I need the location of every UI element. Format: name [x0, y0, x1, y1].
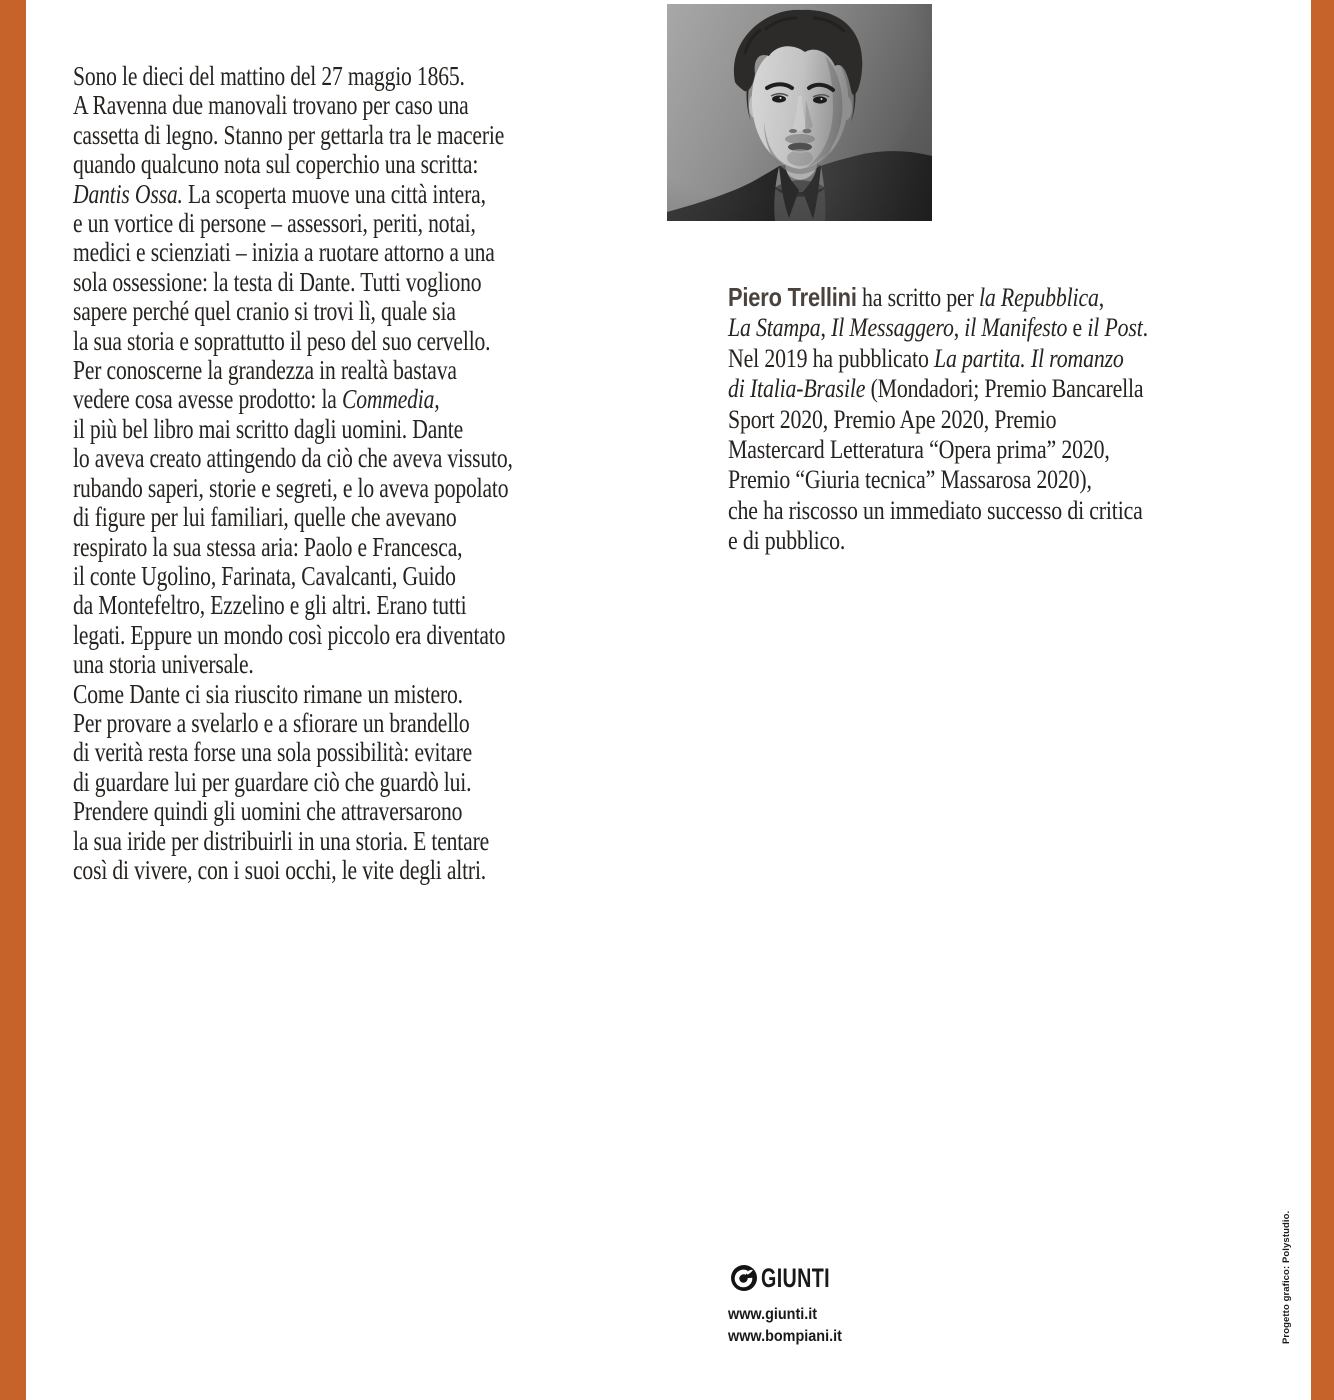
- text-line: Sport 2020, Premio Ape 2020, Premio: [728, 404, 1057, 434]
- right-orange-strip: [1311, 0, 1334, 1400]
- author-bio-text: [728, 282, 1228, 557]
- text-line: Come Dante ci sia riuscito rimane un mistero.: [73, 678, 463, 709]
- text-line: di guardare lui per guardare ciò che guardò lui.: [73, 766, 472, 797]
- text-line: A Ravenna due manovali trovano per caso una: [73, 90, 469, 121]
- text-line: il più bel libro mai scritto dagli uomini. Dante: [73, 413, 464, 444]
- text-line: lo aveva creato attingendo da ciò che aveva vissuto,: [73, 443, 513, 474]
- left-orange-strip: [0, 0, 26, 1400]
- text-line: sapere perché quel cranio si trovi lì, quale sia: [73, 296, 456, 327]
- text-line: Mastercard Letteratura “Opera prima” 2020,: [728, 435, 1110, 465]
- design-credit-vertical-text: Progetto grafico: Polystudio.: [1281, 1210, 1292, 1344]
- text-line: il conte Ugolino, Farinata, Cavalcanti, Guido: [73, 560, 456, 591]
- text-line: respirato la sua stessa aria: Paolo e Francesca,: [73, 531, 463, 562]
- text-line: Per conoscerne la grandezza in realtà bastava: [73, 355, 457, 386]
- text-line: Sono le dieci del mattino del 27 maggio 1865.: [73, 61, 465, 91]
- author-name: Piero Trellini: [728, 282, 857, 312]
- text-line: sola ossessione: la testa di Dante. Tutti vogliono: [73, 266, 482, 297]
- text-line: vedere cosa avesse prodotto: la Commedia,: [73, 384, 440, 415]
- text-line: così di vivere, con i suoi occhi, le vite degli altri.: [73, 854, 487, 885]
- text-line: Nel 2019 ha pubblicato La partita. Il romanzo: [728, 343, 1124, 373]
- text-line: medici e scienziati – inizia a ruotare attorno a una: [73, 237, 495, 268]
- text-line: Prendere quindi gli uomini che attraversarono: [73, 796, 463, 827]
- publisher-url-giunti: www.giunti.it: [728, 1306, 818, 1323]
- text-line: Piero Trellini ha scritto per la Repubblica,: [728, 282, 1105, 312]
- text-line: di verità resta forse una sola possibilità: evitare: [73, 737, 473, 768]
- flap-description-text: [73, 62, 623, 885]
- text-line: la sua iride per distribuirli in una storia. E tentare: [73, 825, 490, 856]
- publisher-urls: [728, 1304, 855, 1348]
- text-line: legati. Eppure un mondo così piccolo era diventato: [73, 619, 506, 650]
- text-line: la sua storia e soprattutto il peso del suo cervello.: [73, 325, 491, 356]
- text-line: quando qualcuno nota sul coperchio una scritta:: [73, 149, 479, 180]
- text-line: di Italia-Brasile (Mondadori; Premio Bancarella: [728, 374, 1144, 404]
- text-line: Per provare a svelarlo e a sfiorare un brandello: [73, 707, 470, 738]
- text-line: che ha riscosso un immediato successo di critica: [728, 495, 1143, 525]
- giunti-logo-icon: [731, 1265, 757, 1291]
- text-line: La Stampa, Il Messaggero, il Manifesto e il Post.: [728, 313, 1148, 343]
- text-line: una storia universale.: [73, 649, 254, 680]
- text-line: di figure per lui familiari, quelle che avevano: [73, 502, 457, 533]
- text-line: Premio “Giuria tecnica” Massarosa 2020),: [728, 465, 1092, 495]
- text-line: e un vortice di persone – assessori, periti, notai,: [73, 208, 476, 239]
- portrait-photo-piero-trellini: [667, 4, 932, 221]
- text-line: da Montefeltro, Ezzelino e gli altri. Erano tutti: [73, 590, 467, 621]
- publisher-logo-row: [731, 1262, 856, 1293]
- publisher-name: GIUNTI: [761, 1262, 830, 1293]
- text-line: e di pubblico.: [728, 526, 846, 556]
- publisher-url-bompiani: www.bompiani.it: [728, 1328, 842, 1345]
- text-line: cassetta di legno. Stanno per gettarla tra le macerie: [73, 119, 505, 150]
- text-line: Dantis Ossa. La scoperta muove una città intera,: [73, 178, 486, 209]
- text-line: rubando saperi, storie e segreti, e lo aveva popolato: [73, 472, 509, 503]
